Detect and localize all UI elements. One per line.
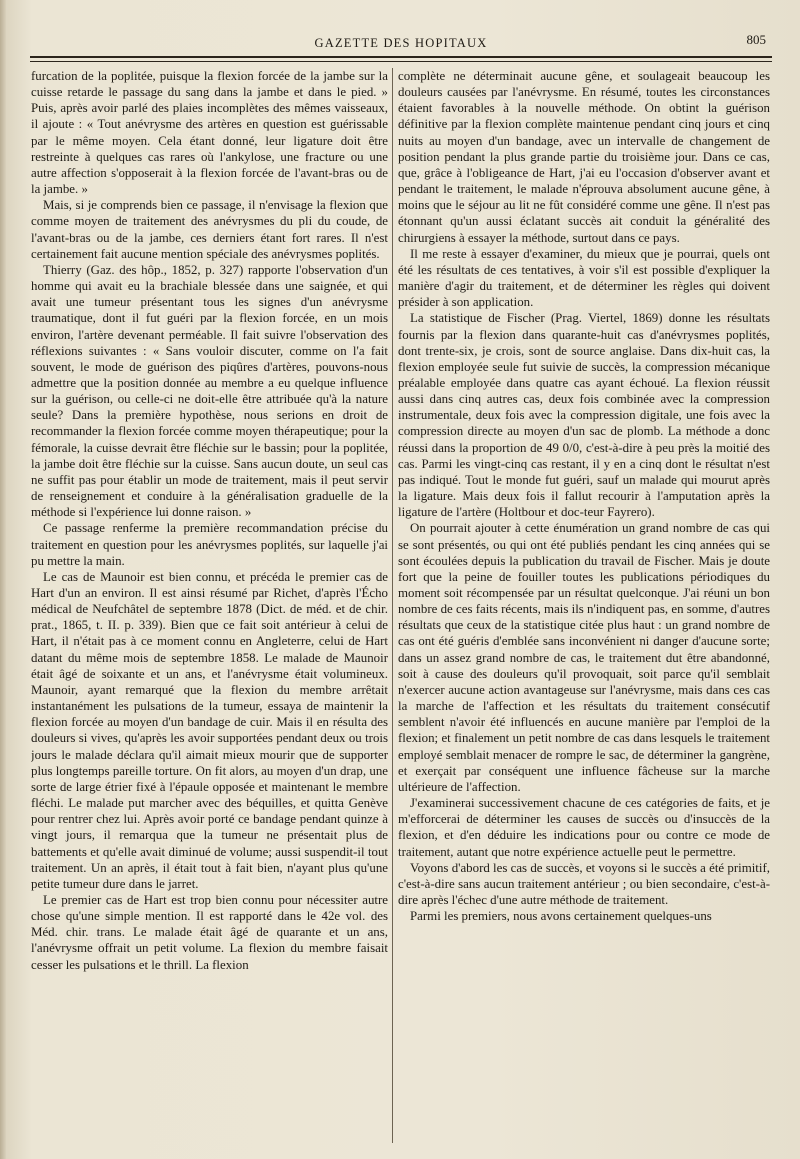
page-binding-edge	[0, 0, 6, 1159]
paragraph: Ce passage renferme la première recommandation précise du traitement en question pour les anévrysmes poplités, sur laquelle j'ai pu mettre la main.	[31, 521, 388, 568]
paragraph: Mais, si je comprends bien ce passage, il n'envisage la flexion que comme moyen de traitement des anévrysmes du pli du coude, de l'avant-bras ou de la jambe, ces derniers étant fort rares. Il n'est certainement fait aucune mention spéciale des anévrysmes poplités.	[31, 198, 388, 261]
paragraph: J'examinerai successivement chacune de ces catégories de faits, et je m'efforcerai de déterminer les causes de succès ou d'insuccès de la flexion, et d'en déduire les indications pour ou contre ce mode de traitement, autant que notre expérience actuelle peut le permettre.	[398, 796, 770, 859]
paragraph: furcation de la poplitée, puisque la flexion forcée de la jambe sur la cuisse retarde le passage du sang dans la jambe et dans le pied. » Puis, après avoir parlé des plaies incomplètes des mêmes vaisseaux, il ajoute : « Tout anévrysme des artères en question est guérissable par le même moyen. Cela étant donné, leur ligature doit être restreinte à quelques cas rares où l'ankylose, une fracture ou une autre affection s'opposerait à la flexion forcée de l'avant-bras ou de la jambe. »	[31, 69, 388, 197]
paragraph: Thierry (Gaz. des hôp., 1852, p. 327) rapporte l'observation d'un homme qui avait eu la brachiale blessée dans une saignée, et qui avait une tumeur présentant tous les signes d'un anévrysme traumatique, dont il fut guéri par la flexion forcée, en un mois environ, l'artère devenant perméable. Il fait suivre l'observation des réflexions suivantes : « Sans vouloir discuter, comme on l'a fait souvent, le mode de guérison des piqûres d'artères, pouvons-nous admettre que la position donnée au membre a eu quelque influence sur la guérison, ou celle-ci ne doit-elle être attribuée qu'à la nature seule? Dans la première hypothèse, nous serions en droit de recommander la flexion forcée comme moyen thérapeutique; pour la fémorale, la cuisse devrait être fléchie sur le bassin; pour la poplitée, la jambe doit être fléchie sur la cuisse. Sans aucun doute, un seul cas ne suffit pas pour établir un mode de traitement, mais il peut servir de renseignement et conduire à la généralisation graduelle de la méthode si l'expérience lui donne raison. »	[31, 262, 388, 520]
page-number: 805	[746, 32, 766, 47]
column-divider	[392, 68, 393, 1143]
paragraph: La statistique de Fischer (Prag. Viertel, 1869) donne les résultats fournis par la flexion dans quarante-huit cas d'anévrysmes poplités, dont trente-six, je crois, sont de source anglaise. Dans dix-huit cas, la flexion employée seule fut suivie de succès, la compression mécanique préalable employée dans quatre cas ayant échoué. La flexion réussit aussi dans cinq autres cas, deux fois combinée avec la compression instrumentale, deux fois avec la compression digitale, une fois avec la compression directe au moyen d'un sac de plomb. La méthode a donc réussi dans la proportion de 49 0/0, c'est-à-dire à peu près la moitié des cas. Parmi les vingt-cinq cas restant, il y en a cinq dont le résultat n'est pas indiqué. Tout le monde fut guéri, sauf un malade qui mourut après la ligature. Mais deux fois il fallut recourir à l'amputation après la ligature de l'artère (Holtbour et doc-teur Fayrero).	[398, 311, 770, 520]
paragraph: Le cas de Maunoir est bien connu, et précéda le premier cas de Hart d'un an environ. Il est ainsi résumé par Richet, d'après l'Écho médical de Neufchâtel de septembre 1878 (Dict. de méd. et de chir. prat., 1865, t. II. p. 339). Bien que ce fait soit antérieur à celui de Hart, il n'était pas à ce moment connu en Angleterre, celui de Hart datant du même mois de septembre 1858. Le malade de Maunoir était âgé de soixante et un ans, et l'anévrysme était volumineux. Maunoir, ayant remarqué que la flexion du membre arrêtait instantanément les pulsations de la tumeur, essaya de maintenir la flexion forcée au moyen d'un bandage de cuir. Mais il en résulta des douleurs si vives, qu'après les avoir supportées pendant deux ou trois jours le malade déclara qu'il aimait mieux mourir que de supporter plus longtemps pareille torture. On fit alors, au moyen d'un drap, une sorte de large étrier fixé à l'épaule opposée et maintenant le membre fléchi. Le malade put marcher avec des béquilles, et quitta Genève pour rentrer chez lui. Après avoir porté ce bandage pendant quinze à vingt jours, il remarqua que la tumeur ne présentait plus de battements et qu'elle avait diminué de volume; aussi suspendit-il tout traitement. Un an après, il était tout à fait bien, n'ayant plus qu'une petite tumeur dure dans le jarret.	[31, 569, 388, 891]
header-rule-thin	[30, 61, 772, 62]
page-header	[30, 26, 772, 56]
paragraph: Voyons d'abord les cas de succès, et voyons si le succès a été primitif, c'est-à-dire sans aucun traitement antérieur ; ou bien secondaire, c'est-à-dire après l'échec d'une autre méthode de traitement.	[398, 860, 770, 907]
paragraph: complète ne déterminait aucune gêne, et soulageait beaucoup les douleurs causées par l'anévrysme. En résumé, toutes les circonstances étaient favorables à la nouvelle méthode. On obtint la guérison définitive par la flexion complète maintenue pendant cinq jours et cinq nuits au moyen d'un bandage, avec un intervalle de changement de position pendant la plus grande partie du troisième jour. Dans ce cas, que, grâce à l'obligeance de Hart, j'ai eu l'occasion d'observer avant et pendant le traitement, le malade n'éprouva absolument aucune gêne, à moins que le séjour au lit ne fût considéré comme une gêne. Il n'est pas étonnant qu'un aussi éclatant succès ait conduit la généralité des chirurgiens à essayer la méthode, surtout dans ce pays.	[398, 69, 770, 245]
paragraph: Parmi les premiers, nous avons certainement quelques-uns	[410, 909, 712, 924]
paragraph: On pourrait ajouter à cette énumération un grand nombre de cas qui se sont présentés, ou qui ont été publiés pendant les cinq années qui se sont écoulées depuis la publication du travail de Fischer. Mais je doute fort que la peine de fouiller toutes les publications périodiques du moment soit récompensée par un résultat quelconque. J'ai réuni un bon nombre de ces faits récents, mais ils n'indiquent pas, en somme, d'autres résultats que ceux de la statistique citée plus haut : un grand nombre de cas ont été guéris d'emblée sans inconvénient ni danger d'aucune sorte; dans un assez grand nombre de cas, le traitement dut être abandonné, soit à cause des douleurs qu'il provoquait, soit parce qu'il semblait n'exercer aucune action avantageuse sur l'anévrysme, mais dans ces cas la marche de l'affection et les résultats du traitement consécutif semblent n'avoir été influencés en aucune manière par l'emploi de la flexion; et finalement un petit nombre de cas dans lesquels le traitement employé semblait menacer de rompre le sac, de déterminer la gangrène, et exerçait par conséquent une influence fâcheuse sur la marche ultérieure de l'affection.	[398, 521, 770, 794]
paragraph: Le premier cas de Hart est trop bien connu pour nécessiter autre chose qu'une simple mention. Il est rapporté dans le 42e vol. des Méd. chir. trans. Le malade était âgé de quarante et un ans, l'anévrysme offrait un petit volume. La flexion du membre faisait cesser les pulsations et le thrill. La flexion	[31, 892, 388, 972]
left-column	[31, 68, 388, 1148]
paragraph: Il me reste à essayer d'examiner, du mieux que je pourrai, quels ont été les résultats de ces tentatives, à voir s'il est possible d'expliquer la manière d'agir du traitement, et de déterminer les règles qui doivent présider à son application.	[398, 246, 770, 310]
running-title: GAZETTE DES HOPITAUX	[314, 36, 488, 50]
right-column	[398, 68, 770, 1148]
header-rule-thick	[30, 56, 772, 58]
